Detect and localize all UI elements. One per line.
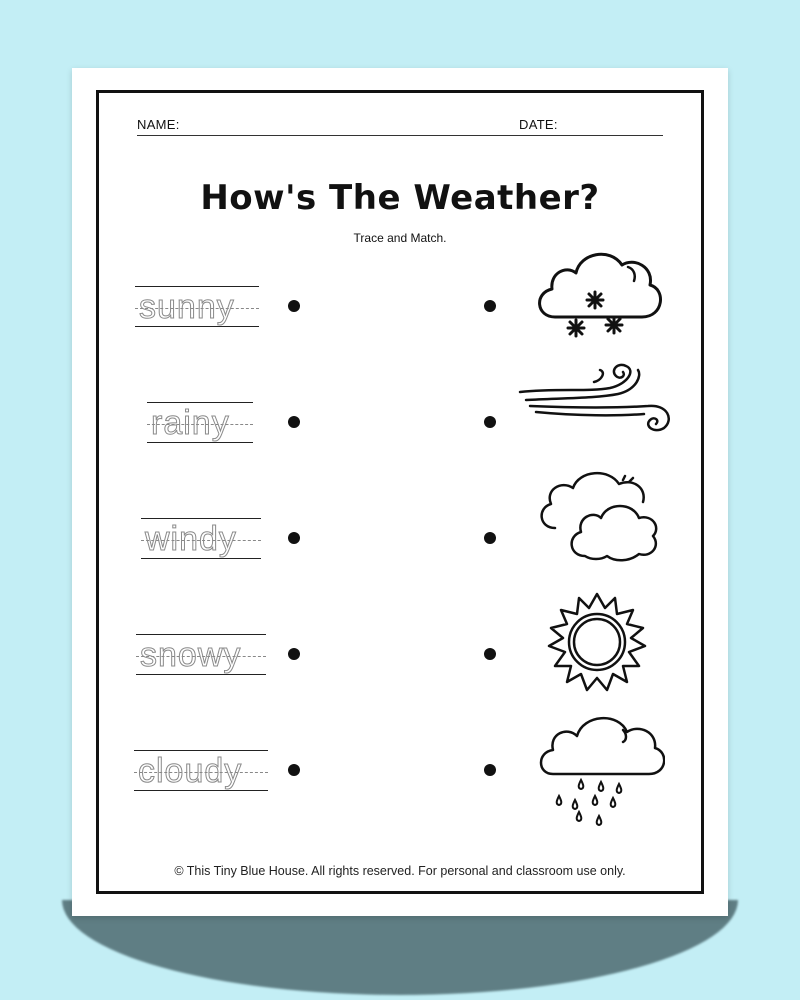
right-match-dot[interactable] bbox=[484, 532, 496, 544]
name-label: NAME: bbox=[137, 117, 180, 132]
date-label: DATE: bbox=[519, 117, 558, 132]
instructions: Trace and Match. bbox=[353, 231, 447, 245]
snow-cloud-icon bbox=[530, 245, 665, 345]
name-date-line bbox=[137, 135, 663, 136]
trace-word-windy bbox=[141, 518, 261, 564]
trace-word-cloudy bbox=[134, 750, 268, 796]
copyright-footer: © This Tiny Blue House. All rights reserved. For personal and classroom use only. bbox=[174, 864, 626, 878]
sun-icon bbox=[545, 590, 650, 695]
left-match-dot[interactable] bbox=[288, 532, 300, 544]
trace-word-text: rainy bbox=[151, 404, 230, 442]
right-match-dot[interactable] bbox=[484, 300, 496, 312]
right-match-dot[interactable] bbox=[484, 416, 496, 428]
trace-word-text: sunny bbox=[139, 288, 235, 326]
right-match-dot[interactable] bbox=[484, 764, 496, 776]
rain-cloud-icon bbox=[535, 708, 665, 833]
page-title: How's The Weather? bbox=[200, 178, 600, 218]
trace-word-text: snowy bbox=[140, 636, 242, 674]
trace-word-text: cloudy bbox=[138, 752, 243, 790]
cloud-icon bbox=[535, 466, 660, 566]
trace-word-rainy bbox=[147, 402, 253, 448]
right-match-dot[interactable] bbox=[484, 648, 496, 660]
trace-word-sunny bbox=[135, 286, 259, 332]
left-match-dot[interactable] bbox=[288, 764, 300, 776]
trace-word-text: windy bbox=[145, 520, 237, 558]
wind-icon bbox=[518, 362, 683, 444]
left-match-dot[interactable] bbox=[288, 300, 300, 312]
trace-word-snowy bbox=[136, 634, 266, 680]
left-match-dot[interactable] bbox=[288, 648, 300, 660]
left-match-dot[interactable] bbox=[288, 416, 300, 428]
